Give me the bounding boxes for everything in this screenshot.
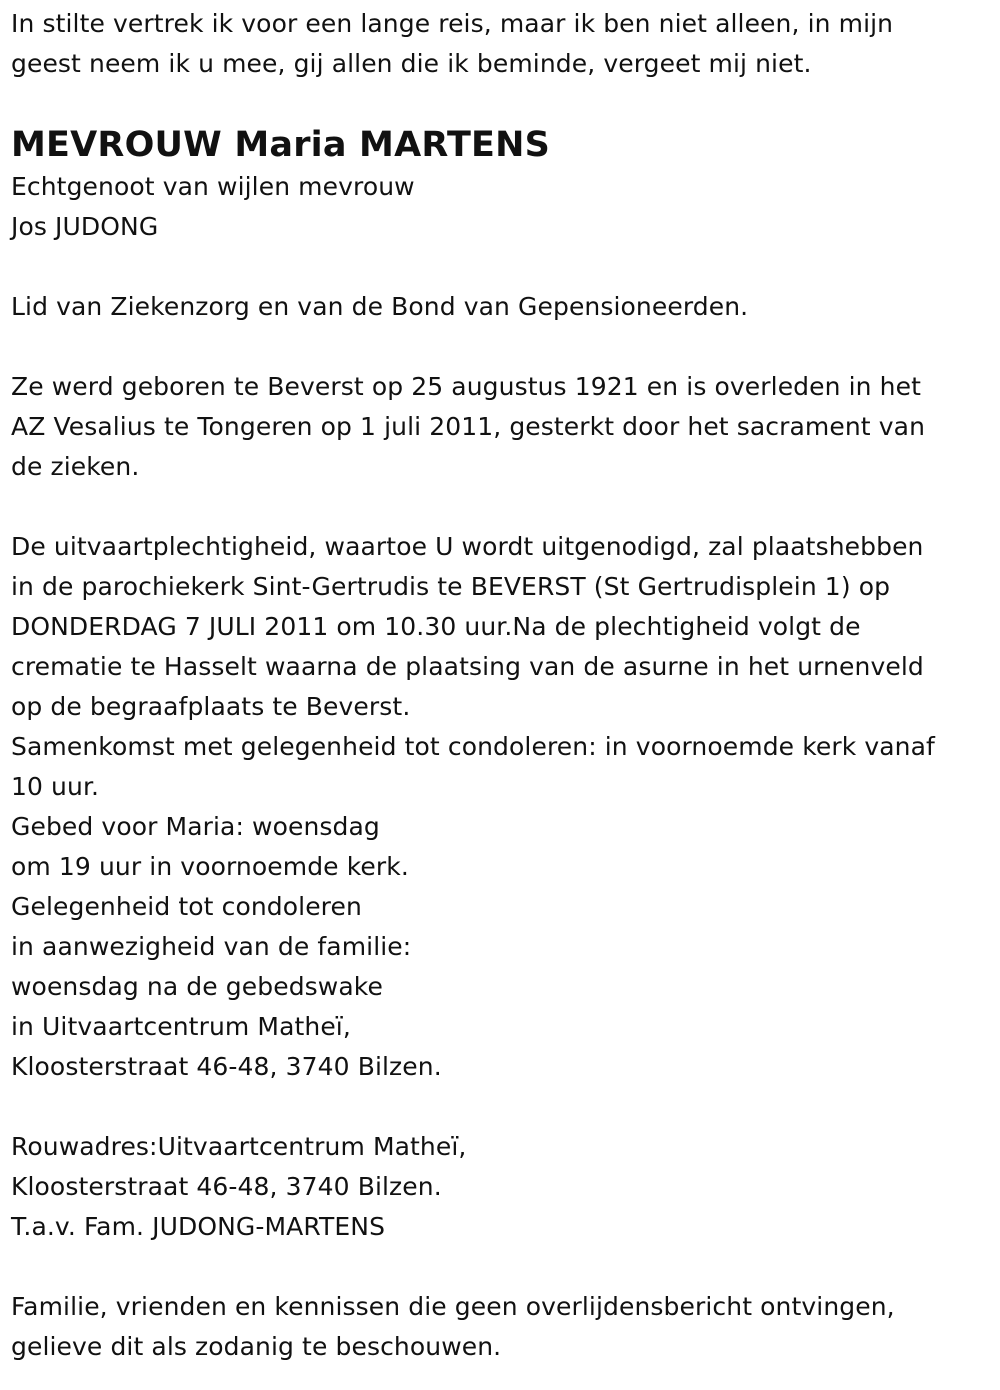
intro-line: geest neem ik u mee, gij allen die ik beminde, vergeet mij niet. <box>11 49 812 78</box>
closing-note <box>11 1287 996 1367</box>
birth-death-line: AZ Vesalius te Tongeren op 1 juli 2011, gesterkt door het sacrament van <box>11 412 926 441</box>
address-line: Kloosterstraat 46-48, 3740 Bilzen. <box>11 1172 442 1201</box>
ceremony-line: 10 uur. <box>11 772 100 801</box>
ceremony-line: op de begraafplaats te Beverst. <box>11 692 411 721</box>
spouse-line: Echtgenoot van wijlen mevrouw <box>11 172 415 201</box>
intro-verse <box>11 4 996 84</box>
ceremony-line: De uitvaartplechtigheid, waartoe U wordt uitgenodigd, zal plaatshebben <box>11 532 924 561</box>
ceremony-line: Gelegenheid tot condoleren <box>11 892 362 921</box>
spacer <box>11 247 996 287</box>
ceremony-line: in de parochiekerk Sint-Gertrudis te BEVERST (St Gertrudisplein 1) op <box>11 572 891 601</box>
address-line: Rouwadres:Uitvaartcentrum Matheï, <box>11 1132 467 1161</box>
ceremony-line: Samenkomst met gelegenheid tot condoleren: in voornoemde kerk vanaf <box>11 732 935 761</box>
intro-line: In stilte vertrek ik voor een lange reis, maar ik ben niet alleen, in mijn <box>11 9 894 38</box>
birth-death-line: de zieken. <box>11 452 140 481</box>
spacer <box>11 1087 996 1127</box>
ceremony-line: in Uitvaartcentrum Matheï, <box>11 1012 351 1041</box>
spacer <box>11 487 996 527</box>
ceremony-line: DONDERDAG 7 JULI 2011 om 10.30 uur.Na de plechtigheid volgt de <box>11 612 861 641</box>
ceremony-line: Kloosterstraat 46-48, 3740 Bilzen. <box>11 1052 442 1081</box>
deceased-name: MEVROUW Maria MARTENS <box>11 125 551 165</box>
mourning-address <box>11 1127 996 1247</box>
ceremony-line: crematie te Hasselt waarna de plaatsing van de asurne in het urnenveld <box>11 652 924 681</box>
spacer <box>11 327 996 367</box>
membership-line: Lid van Ziekenzorg en van de Bond van Gepensioneerden. <box>11 292 749 321</box>
membership-info <box>11 287 996 327</box>
spouse-info <box>11 167 996 247</box>
ceremony-info <box>11 527 996 1087</box>
birth-death-info <box>11 367 996 487</box>
address-line: T.a.v. Fam. JUDONG-MARTENS <box>11 1212 386 1241</box>
obituary-document <box>11 4 996 1367</box>
spacer <box>11 1247 996 1287</box>
ceremony-line: Gebed voor Maria: woensdag <box>11 812 380 841</box>
ceremony-line: woensdag na de gebedswake <box>11 972 383 1001</box>
closing-line: Familie, vrienden en kennissen die geen overlijdensbericht ontvingen, <box>11 1292 895 1321</box>
birth-death-line: Ze werd geboren te Beverst op 25 augustus 1921 en is overleden in het <box>11 372 921 401</box>
closing-line: gelieve dit als zodanig te beschouwen. <box>11 1332 502 1361</box>
ceremony-line: om 19 uur in voornoemde kerk. <box>11 852 409 881</box>
spouse-line: Jos JUDONG <box>11 212 159 241</box>
ceremony-line: in aanwezigheid van de familie: <box>11 932 412 961</box>
